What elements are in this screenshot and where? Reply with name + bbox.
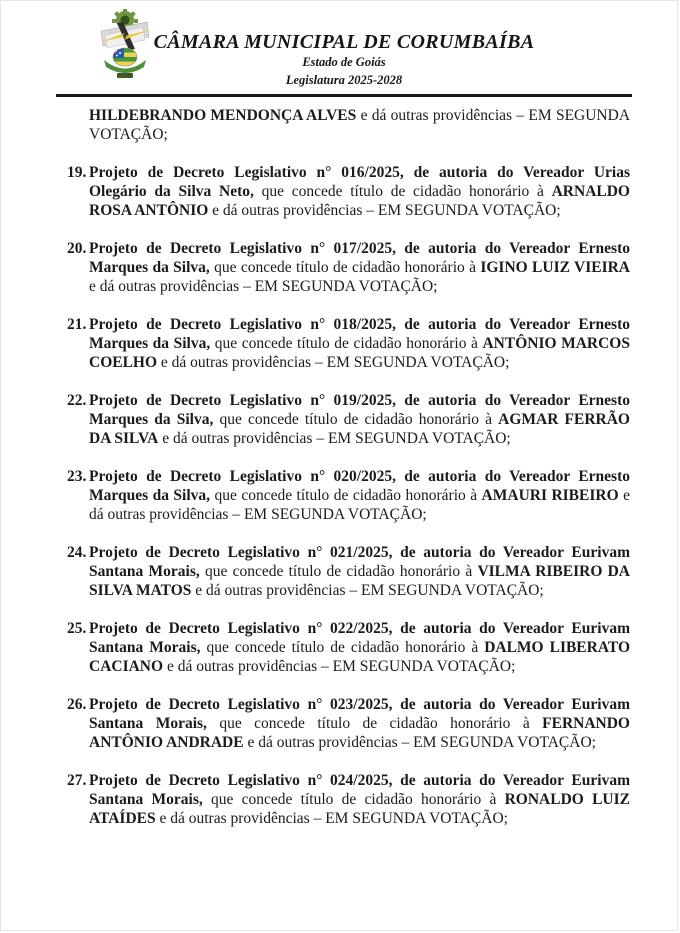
item-tail-text: e dá outras providências – EM SEGUNDA VOTAÇÃO; bbox=[243, 734, 596, 751]
coat-of-arms-icon bbox=[99, 9, 151, 83]
honoree-name: IGINO LUIZ VIEIRA bbox=[480, 259, 630, 276]
item-tail-text: e dá outras providências – EM SEGUNDA VOTAÇÃO; bbox=[89, 278, 438, 295]
item-middle-text: que concede título de cidadão honorário à bbox=[213, 411, 499, 428]
item-tail-text: e dá outras providências – EM SEGUNDA VOTAÇÃO; bbox=[191, 582, 544, 599]
item-lead-text: Projeto de Decreto Legislativo n° 019/2025, de autoria do Vereador Ernesto Marques da Silva, bbox=[89, 392, 630, 428]
agenda-item bbox=[67, 391, 630, 448]
item-lead-text: Projeto de Decreto Legislativo n° 016/2025, de autoria do Vereador Urias Olegário da Silva Neto, bbox=[89, 164, 630, 200]
agenda-item bbox=[67, 695, 630, 752]
item-middle-text: que concede título de cidadão honorário à bbox=[200, 639, 485, 656]
honoree-name: DALMO LIBERATO CACIANO bbox=[89, 639, 630, 675]
agenda-item bbox=[67, 315, 630, 372]
item-middle-text: que concede título de cidadão honorário à bbox=[253, 183, 552, 200]
item-number: 27. bbox=[67, 772, 87, 789]
item-middle-text: que concede título de cidadão honorário à bbox=[210, 335, 483, 352]
item-tail-text: e dá outras providências – EM SEGUNDA VOTAÇÃO; bbox=[208, 202, 561, 219]
banner-shape bbox=[101, 22, 149, 50]
item-tail-text: e dá outras providências – EM SEGUNDA VOTAÇÃO; bbox=[155, 810, 508, 827]
item-tail-text: e dá outras providências – EM SEGUNDA VOTAÇÃO; bbox=[89, 107, 631, 143]
state-line: Estado de Goiás bbox=[302, 55, 386, 69]
flag-roundel bbox=[113, 48, 137, 66]
item-lead-text: Projeto de Decreto Legislativo n° 017/2025, de autoria do Vereador Ernesto Marques da Silva, bbox=[89, 240, 630, 276]
item-number: 26. bbox=[67, 696, 87, 713]
honoree-name: ARNALDO ROSA ANTÔNIO bbox=[89, 183, 630, 219]
agenda-item bbox=[67, 543, 630, 600]
item-lead-text: Projeto de Decreto Legislativo n° 022/2025, de autoria do Vereador Eurivam Santana Morais, bbox=[89, 620, 630, 656]
honoree-name: VILMA RIBEIRO DA SILVA MATOS bbox=[89, 563, 631, 599]
honoree-name: FERNANDO ANTÔNIO ANDRADE bbox=[89, 715, 630, 751]
item-tail-text: e dá outras providências – EM SEGUNDA VOTAÇÃO; bbox=[158, 430, 511, 447]
item-lead-text: Projeto de Decreto Legislativo n° 021/2025, de autoria do Vereador Eurivam Santana Morais, bbox=[89, 544, 630, 580]
agenda-item bbox=[67, 239, 630, 296]
org-title: CÂMARA MUNICIPAL DE CORUMBAÍBA bbox=[153, 31, 535, 53]
honoree-name: AGMAR FERRÃO DA SILVA bbox=[89, 411, 630, 447]
item-lead-text: Projeto de Decreto Legislativo n° 020/2025, de autoria do Vereador Ernesto Marques da Silva, bbox=[89, 468, 630, 504]
item-lead-text: Projeto de Decreto Legislativo n° 023/2025, de autoria do Vereador Eurivam Santana Morais, bbox=[89, 696, 630, 732]
item-number: 19. bbox=[67, 164, 87, 181]
item-number: 21. bbox=[67, 316, 87, 333]
item-middle-text: que concede título de cidadão honorário à bbox=[202, 791, 505, 808]
header-rule bbox=[56, 94, 632, 97]
honoree-name: RONALDO LUIZ ATAÍDES bbox=[89, 791, 630, 827]
letterhead bbox=[1, 1, 677, 97]
item-lead-text: Projeto de Decreto Legislativo n° 018/2025, de autoria do Vereador Ernesto Marques da Silva, bbox=[89, 316, 630, 352]
agenda-item bbox=[67, 619, 630, 676]
item-number: 24. bbox=[67, 544, 87, 561]
legislature-line: Legislatura 2025-2028 bbox=[285, 73, 403, 87]
item-middle-text: que concede título de cidadão honorário à bbox=[206, 715, 543, 732]
agenda-item-continuation bbox=[89, 106, 630, 144]
item-middle-text: que concede título de cidadão honorário à bbox=[210, 487, 482, 504]
agenda-list bbox=[67, 163, 630, 828]
honoree-name: AMAURI RIBEIRO bbox=[481, 487, 619, 504]
item-tail-text: e dá outras providências – EM SEGUNDA VOTAÇÃO; bbox=[157, 354, 510, 371]
agenda-body bbox=[1, 106, 677, 828]
item-lead-text: Projeto de Decreto Legislativo n° 024/2025, de autoria do Vereador Eurivam Santana Morais, bbox=[89, 772, 630, 808]
item-number: 23. bbox=[67, 468, 87, 485]
honoree-name: ANTÔNIO MARCOS COELHO bbox=[89, 335, 630, 371]
item-middle-text: que concede título de cidadão honorário à bbox=[199, 563, 478, 580]
agenda-item bbox=[67, 467, 630, 524]
item-number: 25. bbox=[67, 620, 87, 637]
item-tail-text: e dá outras providências – EM SEGUNDA VOTAÇÃO; bbox=[163, 658, 516, 675]
item-tail-text: e dá outras providências – EM SEGUNDA VOTAÇÃO; bbox=[89, 487, 630, 523]
item-number: 22. bbox=[67, 392, 87, 409]
item-middle-text: que concede título de cidadão honorário à bbox=[209, 259, 481, 276]
honoree-name: HILDEBRANDO MENDONÇA ALVES bbox=[89, 107, 357, 124]
agenda-item bbox=[67, 771, 630, 828]
item-number: 20. bbox=[67, 240, 87, 257]
agenda-item bbox=[67, 163, 630, 220]
